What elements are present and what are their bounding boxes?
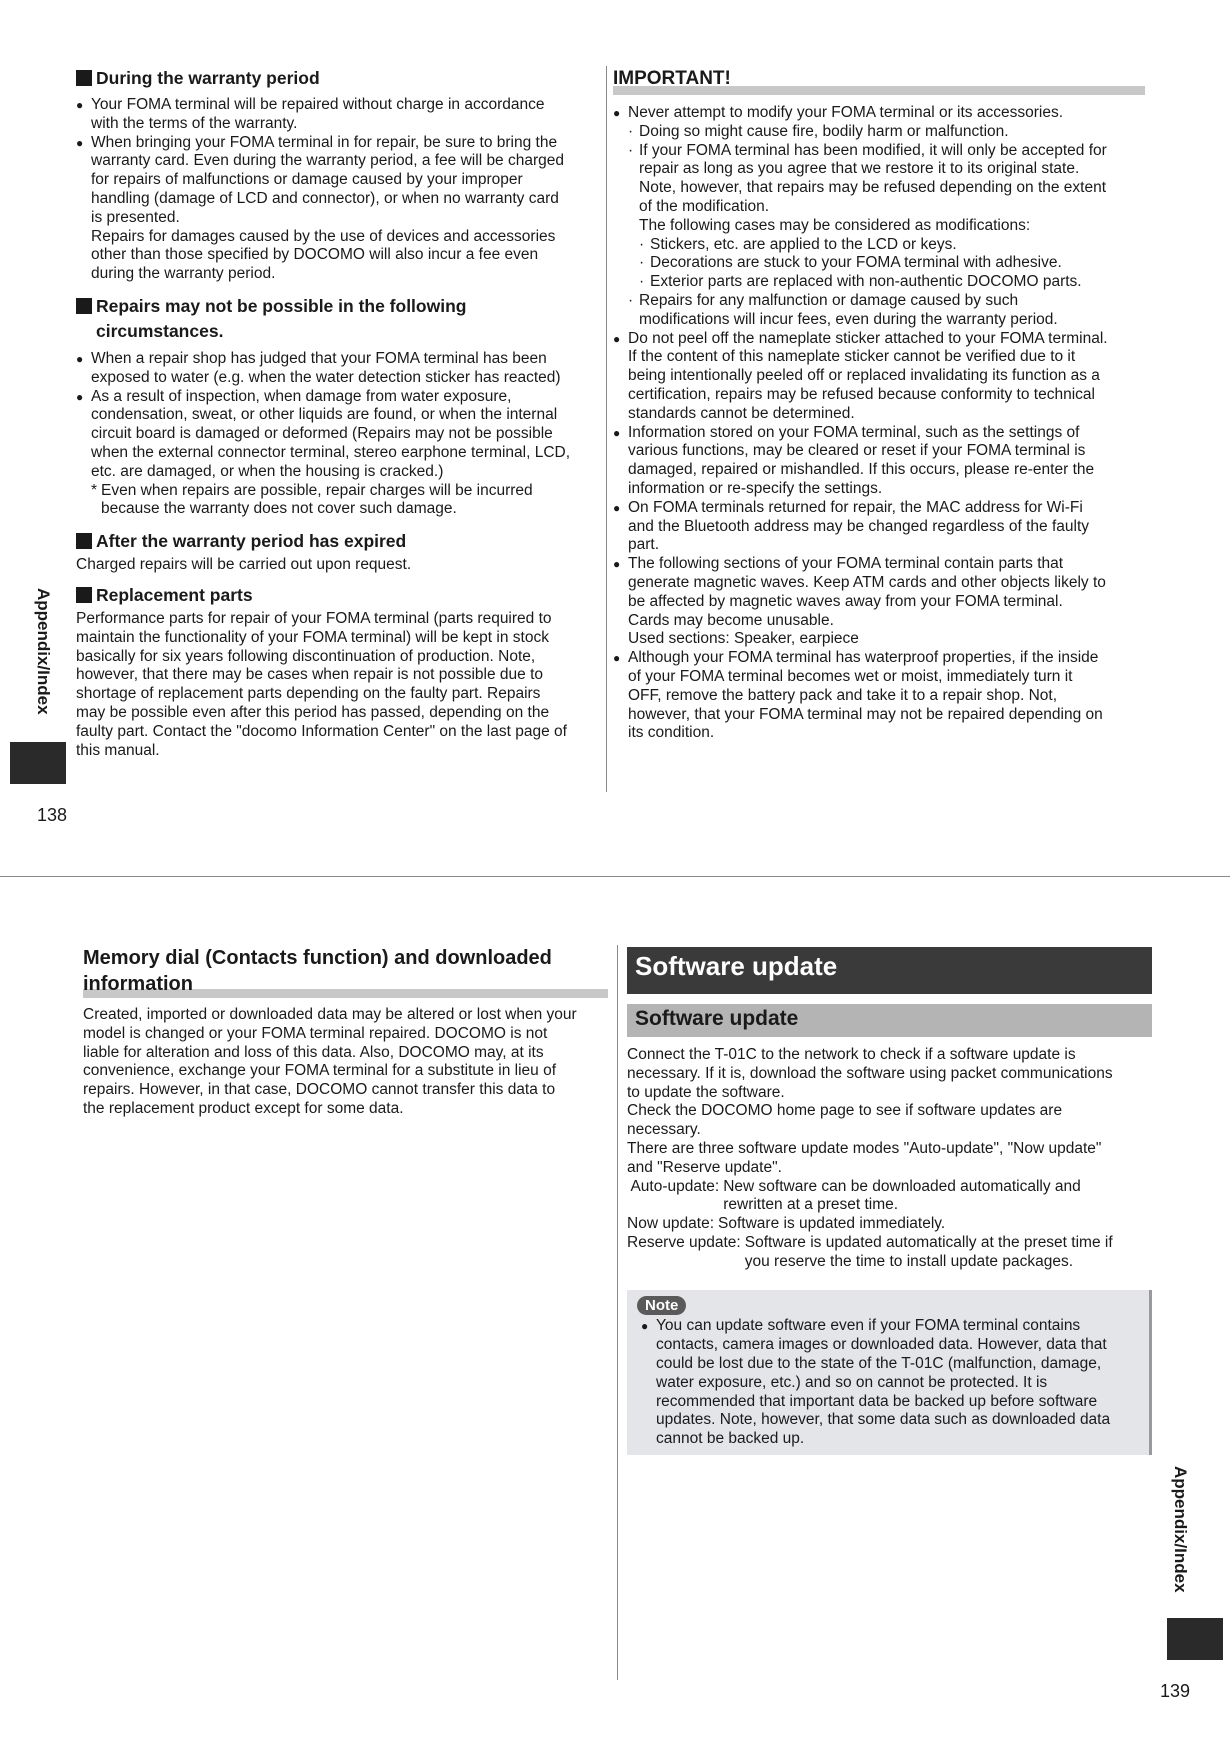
text-line: standards cannot be determined.	[628, 404, 855, 422]
text-line: being intentionally peeled off or replaced invalidating its function as a	[628, 367, 1100, 385]
memory-text	[83, 1006, 608, 1119]
important-bullet-1-text: Never attempt to modify your FOMA terminal or its accessories.	[628, 104, 1063, 121]
repairs-bullets	[76, 350, 606, 482]
text-line: cannot be backed up.	[656, 1430, 805, 1448]
bullet-item	[613, 649, 1145, 743]
important-sub-1: · Doing so might cause fire, bodily harm or malfunction.	[628, 122, 1009, 140]
note-box	[627, 1290, 1152, 1455]
text-line: because the warranty does not cover such damage.	[101, 500, 457, 518]
text-line: modifications will incur fees, even during the warranty period.	[639, 310, 1058, 328]
text-line: of the modification.	[639, 197, 770, 215]
bullet-dot-icon: ●	[76, 351, 84, 366]
text-line: this manual.	[76, 741, 160, 759]
text-line: Do not peel off the nameplate sticker attached to your FOMA terminal.	[628, 329, 1108, 347]
text-line: be affected by magnetic waves away from your FOMA terminal.	[628, 592, 1063, 610]
note-bullet	[641, 1317, 1139, 1449]
text-line: warranty card. Even during the warranty period, a fee will be charged	[91, 152, 564, 170]
page-number-139: 139	[1160, 1681, 1191, 1701]
side-label-138: Appendix/Index	[33, 588, 53, 715]
bullet-item	[613, 424, 1145, 499]
text-line: basically for six years following discontinuation of production. Note,	[76, 647, 536, 665]
repairs-heading: Repairs may not be possible in the following circumstances.	[76, 294, 606, 344]
text-line: for repairs of malfunctions or damage caused by your improper	[91, 171, 523, 189]
text-line: Used sections: Speaker, earpiece	[628, 630, 859, 648]
replacement-text	[76, 610, 606, 760]
text-line: When bringing your FOMA terminal in for repair, be sure to bring the	[91, 133, 558, 151]
bullet-item	[613, 330, 1145, 424]
text-line: convenience, exchange your FOMA terminal for a substitute in lieu of	[83, 1062, 556, 1080]
column-divider-138	[606, 66, 607, 792]
text-line: during the warranty period.	[91, 265, 276, 283]
square-bullet-icon	[76, 587, 92, 603]
text-line: other than those specified by DOCOMO will also incur a fee even	[91, 246, 539, 264]
software-title: Software update	[627, 947, 1152, 994]
text-line: liable for alteration and loss of this data. Also, DOCOMO may, at its	[83, 1043, 544, 1061]
bullet-dot-icon: ●	[613, 425, 621, 440]
bullet-item	[613, 499, 1145, 555]
warranty-heading: During the warranty period	[76, 66, 606, 91]
text-line: Created, imported or downloaded data may be altered or lost when your	[83, 1006, 577, 1023]
update-mode-term: Reserve update:	[627, 1233, 741, 1251]
text-line: certification, repairs may be refused because conformity to technical	[628, 385, 1095, 403]
bullet-dot-icon: ●	[76, 135, 84, 150]
text-line: when the external connector terminal, stereo earphone terminal, LCD,	[91, 443, 571, 461]
text-line: Your FOMA terminal will be repaired without charge in accordance	[91, 96, 545, 113]
side-label-139: Appendix/Index	[1170, 1466, 1190, 1593]
text-line: necessary. If it is, download the software using packet communications	[627, 1064, 1113, 1082]
side-tab-138	[10, 742, 66, 784]
text-line: Even when repairs are possible, repair charges will be incurred	[101, 481, 533, 499]
text-line: Note, however, that repairs may be refused depending on the extent	[639, 179, 1107, 197]
modification-cases	[639, 236, 1107, 292]
text-line: etc. are damaged, or when the housing is cracked.)	[91, 462, 444, 480]
text-line: When a repair shop has judged that your FOMA terminal has been	[91, 349, 547, 367]
text-line: maintain the functionality of your FOMA terminal) will be kept in stock	[76, 628, 549, 646]
bullet-item	[613, 555, 1145, 649]
square-bullet-icon	[76, 298, 92, 314]
important-sub-3: · Repairs for any malfunction or damage caused by such modifications will incur fees, even during the warranty period.	[628, 291, 1058, 328]
text-line: Repairs for damages caused by the use of devices and accessories	[91, 227, 556, 245]
left-column-138	[76, 66, 606, 760]
memory-section	[83, 945, 608, 1119]
important-sub-2: · If your FOMA terminal has been modified, it will only be accepted for repair as long as you agree that we restore it to its original state. Note, however, that repairs may be refused depending on the extent of the modification. The following cases may be considered as modifications:	[628, 141, 1107, 234]
text-line: If your FOMA terminal has been modified, it will only be accepted for	[639, 141, 1107, 159]
text-line: water exposure, etc.) and so on cannot be protected. It is	[656, 1373, 1048, 1391]
text-line: Check the DOCOMO home page to see if software updates are	[627, 1102, 1063, 1120]
side-tab-139	[1167, 1618, 1223, 1660]
warranty-bullets	[76, 96, 606, 284]
memory-title: Memory dial (Contacts function) and downloaded information	[83, 947, 552, 995]
text-line: is presented.	[91, 208, 180, 226]
text-line: its condition.	[628, 724, 715, 742]
bullet-dot-icon: ●	[613, 557, 621, 572]
software-intro	[627, 1046, 1152, 1178]
bullet-dot-icon: ●	[613, 106, 621, 120]
modification-case: · Decorations are stuck to your FOMA terminal with adhesive.	[639, 254, 1062, 272]
bullet-dot-icon: ●	[613, 500, 621, 515]
column-divider-139	[617, 945, 618, 1680]
update-mode-desc: New software can be downloaded automatically and	[723, 1177, 1081, 1195]
text-line: If the content of this nameplate sticker cannot be verified due to it	[628, 348, 1076, 366]
important-box	[613, 68, 1145, 743]
update-mode-desc: Software is updated immediately.	[718, 1215, 946, 1233]
after-warranty-text: Charged repairs will be carried out upon request.	[76, 556, 412, 574]
text-line: repairs. However, in that case, DOCOMO cannot transfer this data to	[83, 1081, 556, 1099]
text-line: As a result of inspection, when damage from water exposure,	[91, 387, 512, 405]
update-mode-row	[627, 1178, 1152, 1216]
update-mode-row	[627, 1215, 1152, 1234]
page-number-138: 138	[37, 805, 68, 825]
text-line: information or re-specify the settings.	[628, 479, 883, 497]
square-bullet-icon	[76, 70, 92, 86]
asterisk-text	[101, 482, 533, 520]
text-line: repair as long as you agree that we restore it to its original state.	[639, 160, 1080, 178]
text-line: circuit board is damaged or deformed (Repairs may not be possible	[91, 425, 553, 443]
text-line: may be possible even after this period has passed, depending on the	[76, 703, 550, 721]
text-line: handling (damage of LCD and connector), or when no warranty card	[91, 189, 559, 207]
text-line: however, that there may be cases when repair is not possible due to	[76, 666, 543, 684]
text-line: model is changed or your FOMA terminal repaired. DOCOMO is not	[83, 1024, 548, 1042]
text-line: and "Reserve update".	[627, 1158, 782, 1176]
text-line: On FOMA terminals returned for repair, the MAC address for Wi-Fi	[628, 498, 1083, 516]
text-line: Repairs for any malfunction or damage caused by such	[639, 291, 1019, 309]
text-line: generate magnetic waves. Keep ATM cards and other objects likely to	[628, 573, 1106, 591]
after-warranty-heading: After the warranty period has expired	[76, 529, 606, 554]
bullet-item	[76, 350, 606, 388]
text-line: recommended that important data be backed up before software	[656, 1392, 1098, 1410]
text-line: part.	[628, 536, 660, 554]
text-line: Performance parts for repair of your FOMA terminal (parts required to	[76, 609, 552, 627]
important-bullet-1	[613, 104, 1145, 330]
update-mode-term: Auto-update:	[627, 1177, 720, 1195]
text-line: of your FOMA terminal becomes wet or moist, immediately turn it	[628, 667, 1073, 685]
text-line: Although your FOMA terminal has waterproof properties, if the inside	[628, 649, 1099, 667]
bullet-dot-icon: ●	[76, 98, 84, 112]
text-line: faulty part. Contact the "docomo Information Center" on the last page of	[76, 722, 567, 740]
text-line: OFF, remove the battery pack and take it to a repair shop. Not,	[628, 686, 1058, 704]
text-line: shortage of replacement parts depending on the faulty part. Repairs	[76, 685, 541, 703]
text-line: contacts, camera images or downloaded data. However, data that	[656, 1336, 1107, 1354]
text-line: exposed to water (e.g. when the water detection sticker has reacted)	[91, 368, 561, 386]
text-line: Information stored on your FOMA terminal, such as the settings of	[628, 423, 1080, 441]
modification-case: · Exterior parts are replaced with non-authentic DOCOMO parts.	[639, 273, 1082, 291]
asterisk-mark: *	[91, 481, 98, 499]
bullet-dot-icon: ●	[613, 651, 621, 666]
important-bullets	[613, 330, 1145, 744]
text-line: to update the software.	[627, 1083, 785, 1101]
text-line: The following sections of your FOMA terminal contain parts that	[628, 555, 1064, 573]
text-line: various functions, may be cleared or reset if your FOMA terminal is	[628, 442, 1086, 460]
note-text	[656, 1317, 1110, 1449]
bullet-item	[76, 96, 606, 134]
asterisk-note	[91, 482, 606, 520]
text-line: updates. Note, however, that some data such as downloaded data	[656, 1411, 1111, 1429]
text-line: could be lost due to the state of the T-01C (malfunction, damage,	[656, 1354, 1102, 1372]
text-line: necessary.	[627, 1121, 701, 1139]
text-line: Cards may become unusable.	[628, 611, 834, 629]
text-line: You can update software even if your FOMA terminal contains	[656, 1317, 1081, 1335]
text-line: condensation, sweat, or other liquids are found, or when the internal	[91, 406, 558, 424]
update-mode-desc: rewritten at a preset time.	[723, 1196, 899, 1214]
software-subtitle: Software update	[627, 1004, 1152, 1037]
important-title: IMPORTANT!	[613, 68, 731, 89]
note-badge: Note	[637, 1296, 686, 1315]
text-line: and the Bluetooth address may be changed regardless of the faulty	[628, 517, 1089, 535]
modification-case: · Stickers, etc. are applied to the LCD or keys.	[639, 235, 957, 253]
text-line: There are three software update modes "Auto-update", "Now update"	[627, 1139, 1102, 1157]
replacement-heading: Replacement parts	[76, 583, 606, 608]
update-mode-desc: you reserve the time to install update packages.	[744, 1252, 1074, 1270]
bullet-dot-icon: ●	[613, 331, 621, 346]
text-line: Connect the T-01C to the network to check if a software update is	[627, 1046, 1076, 1063]
bullet-item	[76, 134, 606, 284]
bullet-dot-icon: ●	[76, 389, 84, 404]
update-mode-term: Now update:	[627, 1215, 715, 1233]
software-section	[627, 947, 1152, 1455]
text-line: with the terms of the warranty.	[91, 114, 298, 132]
bullet-dot-icon: ●	[641, 1319, 649, 1334]
bullet-item	[76, 388, 606, 482]
update-mode-row	[627, 1234, 1152, 1272]
square-bullet-icon	[76, 533, 92, 549]
text-line: however, that your FOMA terminal may not be repaired depending on	[628, 705, 1103, 723]
text-line: damaged, repaired or mishandled. If this occurs, please re-enter the	[628, 461, 1095, 479]
update-mode-desc: Software is updated automatically at the preset time if	[744, 1233, 1113, 1251]
page-separator	[0, 876, 1230, 877]
software-modes	[627, 1178, 1152, 1272]
text-line: the replacement product except for some data.	[83, 1099, 404, 1117]
text-line: The following cases may be considered as modifications:	[639, 216, 1031, 234]
